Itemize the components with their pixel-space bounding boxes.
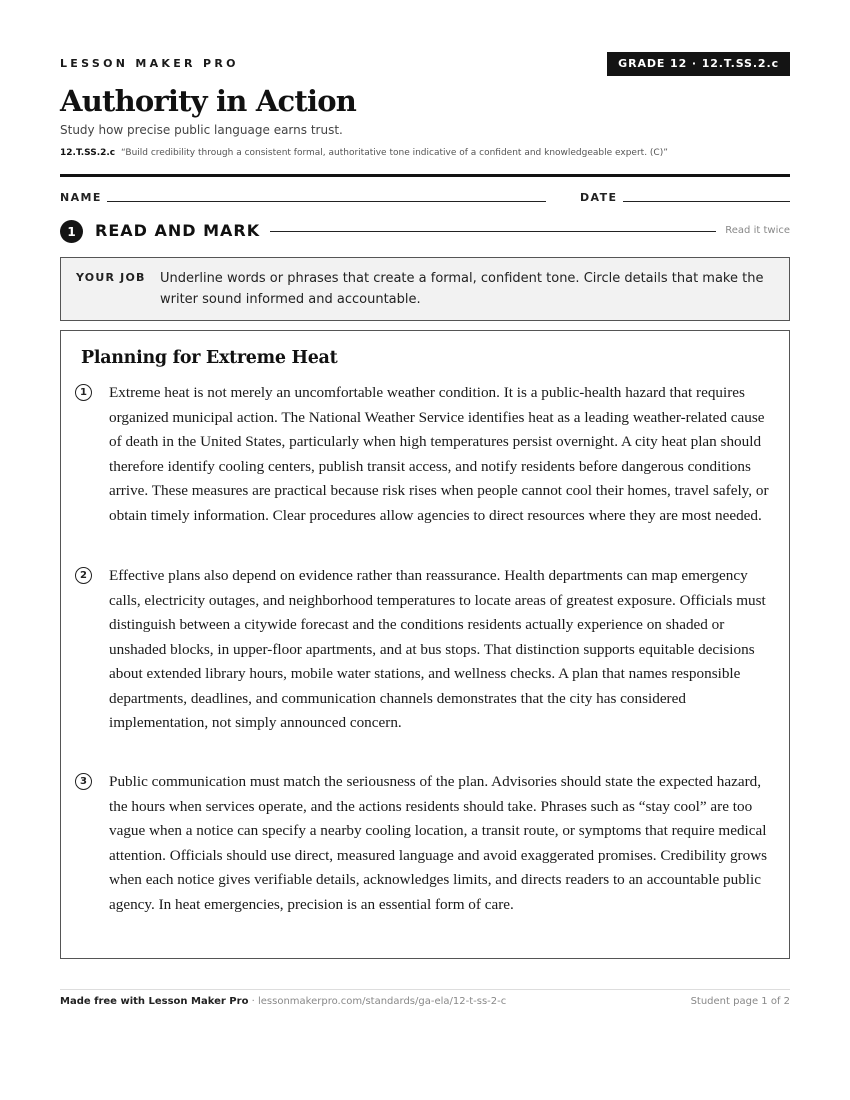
instructions-label: YOUR JOB xyxy=(76,271,146,284)
standard-code: 12.T.SS.2.c xyxy=(60,148,116,158)
page-title: Authority in Action xyxy=(60,84,357,118)
header-divider xyxy=(60,174,790,177)
name-label: NAME xyxy=(60,191,102,204)
footer-divider xyxy=(60,989,790,990)
section-number-badge: 1 xyxy=(60,220,83,243)
passage-title: Planning for Extreme Heat xyxy=(81,348,338,368)
footer-separator: · xyxy=(248,996,258,1007)
passage-box xyxy=(60,330,790,959)
paragraph-1: Extreme heat is not merely an uncomfortable weather condition. It is a public-health hazard that requires organized municipal action. The National Weather Service identifies heat as a leading weather-related cause of death in the United States, particularly when high temperatures persist overnight. A city heat plan should therefore identify cooling centers, publish transit access, and notify residents before dangerous conditions arrive. These measures are practical because risk rises when people cannot cool their homes, travel safely, or obtain timely information. Clear procedures allow agencies to direct resources where they are most needed. xyxy=(109,384,769,524)
section-title: READ AND MARK xyxy=(95,221,261,240)
paragraph-number-2: 2 xyxy=(75,567,92,584)
name-field-line[interactable] xyxy=(107,201,546,202)
paragraph-3: Public communication must match the seriousness of the plan. Advisories should state the expected hazard, the hours when services operate, and the actions residents should take. Phrases such as “stay cool” are too vague when a notice can specify a nearby cooling location, a transit route, or symptoms that require medical attention. Officials should use direct, measured language and avoid exaggerated promises. Credibility grows when each notice gives verifiable details, acknowledges limits, and directs readers to an accountable public agency. In heat emergencies, precision is an essential form of care. xyxy=(109,773,768,913)
standard-text: “Build credibility through a consistent formal, authoritative tone indicative of a confident and knowledgeable expert. (C)” xyxy=(121,148,668,158)
footer-credit xyxy=(60,996,506,1007)
date-field-line[interactable] xyxy=(623,201,790,202)
instructions-box xyxy=(60,257,790,321)
footer-brand: Made free with Lesson Maker Pro xyxy=(60,996,249,1007)
footer-page-number: Student page 1 of 2 xyxy=(690,996,790,1007)
paragraph-number-1: 1 xyxy=(75,384,92,401)
page-subtitle: Study how precise public language earns trust. xyxy=(60,123,343,137)
section-divider xyxy=(270,231,716,232)
standard-line xyxy=(60,148,668,158)
grade-badge: GRADE 12 · 12.T.SS.2.c xyxy=(607,52,790,76)
instructions-text: Underline words or phrases that create a formal, confident tone. Circle details that make the writer sound informed and accountable. xyxy=(160,271,764,307)
paragraph-2: Effective plans also depend on evidence rather than reassurance. Health departments can map emergency calls, electricity outages, and neighborhood temperatures to locate areas of greatest exposure. Officials must distinguish between a citywide forecast and the conditions residents actually experience on shaded or unshaded blocks, in upper-floor apartments, and at bus stops. That distinction supports equitable decisions about extended library hours, mobile water stations, and wellness checks. A plan that names responsible departments, deadlines, and communication channels demonstrates that the city has considered implementation, not simply announced concern. xyxy=(109,567,766,731)
brand-name: LESSON MAKER PRO xyxy=(60,57,239,70)
date-label: DATE xyxy=(580,191,618,204)
footer-url[interactable]: lessonmakerpro.com/standards/ga-ela/12-t-ss-2-c xyxy=(257,996,507,1007)
section-note: Read it twice xyxy=(725,225,790,236)
paragraph-number-3: 3 xyxy=(75,773,92,790)
